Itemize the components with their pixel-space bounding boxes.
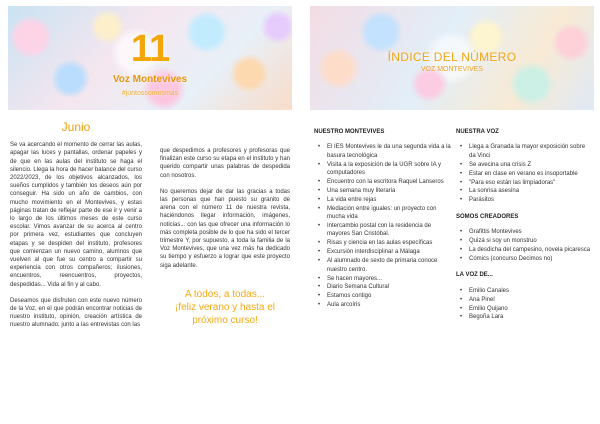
index-list-item: • Estamos contigo: [314, 292, 454, 300]
index-list: [456, 228, 591, 263]
index-list: [456, 287, 591, 322]
index-list-item: • El IES Montevives le da una segunda vida a la basura tecnológica: [314, 143, 454, 160]
index-subtitle: VOZ MONTEVIVES: [420, 66, 484, 73]
section-title-junio: Junio: [61, 120, 91, 134]
index-list-item: • Begoña Lara: [456, 313, 591, 321]
index-list-item: • "Para eso están las limpiadoras": [456, 179, 591, 187]
index-list-item: • Emilio Canales: [456, 287, 591, 295]
index-list-item: • Ana Pinel: [456, 296, 591, 304]
left-page: [4, 0, 296, 424]
editorial-column-2: [160, 147, 290, 278]
index-list-item: • Se hacen mayores...: [314, 275, 454, 283]
index-list-item: • Risas y ciencia en las aulas específicas: [314, 239, 454, 247]
index-list-item: • Emilio Quijano: [456, 305, 591, 313]
index-list-item: • Cómics (concurso Decimos no): [456, 255, 591, 263]
index-column-1: [314, 128, 454, 318]
index-list-item: • Visita a la exposición de la UGR sobre IA y computadores: [314, 161, 454, 178]
right-page: [306, 0, 598, 424]
index-list-item: • Quizá si soy un monstruo: [456, 237, 591, 245]
magazine-name: Voz Montevives: [112, 74, 188, 85]
index-list-item: • Excursión interdisciplinar a Málaga: [314, 248, 454, 256]
index-list-item: • La vida entre rejas: [314, 196, 454, 204]
index-list-item: • Una semana muy literaria: [314, 187, 454, 195]
issue-number: 11: [130, 28, 170, 70]
index-list-item: • Encuentro con la escritora Raquel Lanseros: [314, 178, 454, 186]
index-list-item: • Mediación entre iguales: un proyecto con mucha vida: [314, 205, 454, 222]
index-list: [456, 143, 591, 204]
editorial-column-1: [10, 120, 142, 338]
index-list-item: • Parásitos: [456, 196, 591, 204]
index-column-2: [456, 128, 591, 330]
editorial-paragraph: Se va acercando el momento de cerrar las aulas, apagar las luces y pantallas, ordenar papeles y de que en las aulas del instituto se haga el silencio. Llega la hora de hacer balance del curso 2022/2023, de los objetivos alcanzados, los sueños cumplidos y también los deseos aún por conseguir. Ha sido un año de cambios, con mucho movimiento en el Montevives, y estas páginas tratan de reflejar parte de ese ir y venir a lo largo de los últimos meses de este curso escolar. Vimos avanzar de su acerca al centro por primera vez, estudiantes que concluyen etapas y se despiden del instituto, profesores que comienzan un nuevo camino, alumnos que vuelven al que fue su centro a compartir su experiencia con otros compañeros; ilusiones, encuentros, reencuentros, proyectos, despedidas... Vida al fin y al cabo.: [10, 142, 142, 288]
index-section-heading: LA VOZ DE...: [456, 272, 493, 279]
index-list-item: • Grafittis Montevives: [456, 228, 591, 236]
editorial-paragraph: que despedimos a profesores y profesoras que finalizan este curso su etapa en el instituto y han querido compartir unas palabras de despedida con nosotros.: [160, 148, 290, 179]
editorial-paragraph: No queremos dejar de dar las gracias a todas las personas que han puesto su granito de arena con el número 11 de nuestra revista, haciéndonos llegar información, imágenes, noticias... con las que ofrecer una información lo más completa posible de lo que ha sido el tercer trimestre Y, por supuesto, a toda la familia de la Voz Montevives, que una vez más ha dedicado su tiempo y esfuerzo a lograr que este proyecto siga adelante.: [160, 188, 290, 269]
index-list-item: • Se avecina una crisis Z: [456, 161, 591, 169]
index-list-item: • La desdicha del campesino, novela picaresca: [456, 246, 591, 254]
index-list-item: • Al alumnado de sexto de primaria conoce nuestro centro.: [314, 257, 454, 274]
header-banner-bokeh: [8, 6, 292, 110]
index-list-item: • Estar en clase en verano es insoportable: [456, 170, 591, 178]
index-section-heading: NUESTRO MONTEVIVES: [314, 129, 385, 135]
index-title: ÍNDICE DEL NÚMERO: [387, 50, 517, 64]
closing-line-2: ¡feliz verano y hasta el próximo curso!: [174, 302, 276, 326]
index-list-item: • Intercambio postal con la residencia de mayores San Cristóbal.: [314, 222, 454, 239]
index-section-heading: NUESTRA VOZ: [456, 129, 499, 135]
index-list: [314, 143, 454, 309]
index-list-item: • Llega a Granada la mayor exposición sobre da Vinci: [456, 143, 591, 160]
index-banner-bokeh: [310, 6, 594, 110]
index-list-item: • Diario Semana Cultural: [314, 283, 454, 291]
hashtag: #juntossomosmás: [121, 90, 179, 97]
index-list-item: • La sonrisa asesina: [456, 187, 591, 195]
closing-message: [160, 288, 290, 327]
editorial-paragraph: Deseamos que disfruten con este nuevo número de la Voz, en el que podrán encontrar noticias de nuestro instituto, opinión, creación artística de nuestro alumnado; junto a las entrevistas con las: [10, 297, 142, 329]
index-section-heading: SOMOS CREADORES: [456, 213, 519, 220]
closing-line-1: A todos, a todas...: [184, 289, 266, 300]
index-list-item: • Aula arcoíris: [314, 301, 454, 309]
